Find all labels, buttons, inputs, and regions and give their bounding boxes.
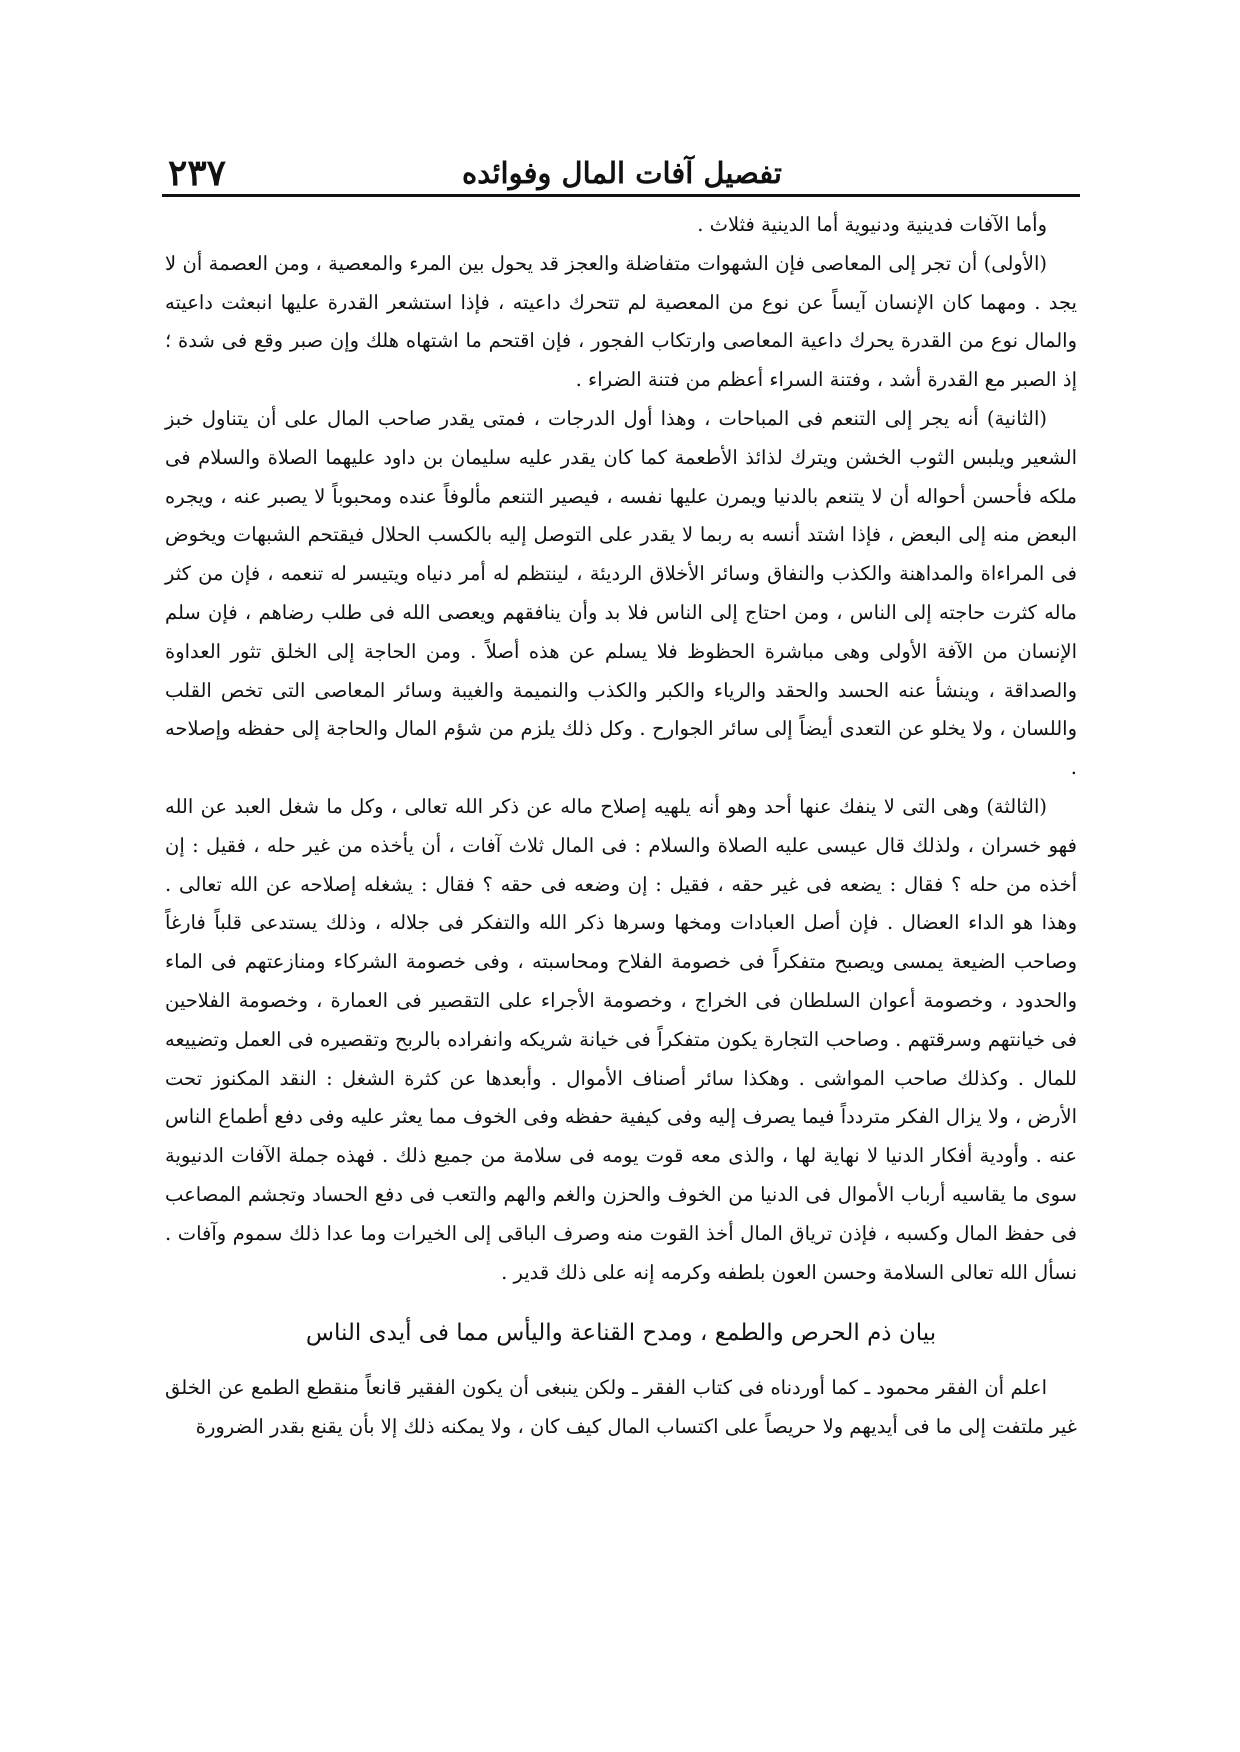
header-rule (162, 194, 1080, 197)
section-heading: بيان ذم الحرص والطمع ، ومدح القناعة واليأس مما فى أيدى الناس (305, 1320, 937, 1347)
body-text (165, 206, 1077, 1447)
page-header (168, 148, 1076, 198)
paragraph-first-harm: (الأولى) أن تجر إلى المعاصى فإن الشهوات متفاضلة والعجز قد يحول بين المرء والمعصية ، ومن العصمة أن لا يجد . ومهما كان الإنسان آيساً عن نوع من المعصية لم تتحرك داعيته ، فإذا استشعر القدرة عليها انبعثت داعيته والمال نوع من القدرة يحرك داعية المعاصى وارتكاب الفجور ، فإن اقتحم ما اشتهاه هلك وإن صبر وقع فى شدة ؛ إذ الصبر مع القدرة أشد ، وفتنة السراء أعظم من فتنة الضراء . (165, 251, 1077, 392)
running-title: تفصيل آفات المال وفوائده (462, 156, 782, 190)
page-number: ٢٣٧ (168, 152, 227, 194)
paragraph-intro: وأما الآفات فدينية ودنيوية أما الدينية فثلاث . (697, 213, 1047, 236)
paragraph-closing: اعلم أن الفقر محمود ـ كما أوردناه فى كتاب الفقر ـ ولكن ينبغى أن يكون الفقير قانعاً منقطع الطمع عن الخلق غير ملتفت إلى ما فى أيديهم ولا حريصاً على اكتساب المال كيف كان ، ولا يمكنه ذلك إلا بأن يقنع بقدر الضرورة (165, 1376, 1077, 1438)
paragraph-third-harm: (الثالثة) وهى التى لا ينفك عنها أحد وهو أنه يلهيه إصلاح ماله عن ذكر الله تعالى ، وكل ما شغل العبد عن الله فهو خسران ، ولذلك قال عيسى عليه الصلاة والسلام : فى المال ثلاث آفات ، أن يأخذه من غير حله ، فقيل : إن أخذه من حله ؟ فقال : يضعه فى غير حقه ، فقيل : إن وضعه فى حقه ؟ فقال : يشغله إصلاحه عن الله تعالى . وهذا هو الداء العضال . فإن أصل العبادات ومخها وسرها ذكر الله والتفكر فى جلاله ، وذلك يستدعى قلباً فارغاً وصاحب الضيعة يمسى ويصبح متفكراً فى خصومة الفلاح ومحاسبته ، وفى خصومة الشركاء ومنازعتهم فى الماء والحدود ، وخصومة أعوان السلطان فى الخراج ، وخصومة الأجراء على التقصير فى العمارة ، وخصومة الفلاحين فى خيانتهم وسرقتهم . وصاحب التجارة يكون متفكراً فى خيانة شريكه وانفراده بالربح وتقصيره فى العمل وتضييعه للمال . وكذلك صاحب المواشى . وهكذا سائر أصناف الأموال . وأبعدها عن كثرة الشغل : النقد المكنوز تحت الأرض ، ولا يزال الفكر متردداً فيما يصرف إليه وفى كيفية حفظه وفى الخوف مما يعثر عليه وفى دفع أطماع الناس عنه . وأودية أفكار الدنيا لا نهاية لها ، والذى معه قوت يومه فى سلامة من جميع ذلك . فهذه جملة الآفات الدنيوية سوى ما يقاسيه أرباب الأموال فى الدنيا من الخوف والحزن والغم والهم والتعب فى دفع الحساد وتجشم المصاعب فى حفظ المال وكسبه ، فإذن ترياق المال أخذ القوت منه وصرف الباقى إلى الخيرات وما عدا ذلك سموم وآفات . نسأل الله تعالى السلامة وحسن العون بلطفه وكرمه إنه على ذلك قدير . (165, 794, 1077, 1284)
paragraph-second-harm: (الثانية) أنه يجر إلى التنعم فى المباحات ، وهذا أول الدرجات ، فمتى يقدر صاحب المال على أن يتناول خبز الشعير ويلبس الثوب الخشن ويترك لذائذ الأطعمة كما كان يقدر عليه سليمان بن داود عليهما الصلاة والسلام فى ملكه فأحسن أحواله أن لا يتنعم بالدنيا ويمرن عليها نفسه ، فيصير التنعم مألوفاً عنده ومحبوباً لا يصبر عنه ، ويجره البعض منه إلى البعض ، فإذا اشتد أنسه به ربما لا يقدر على التوصل إليه بالكسب الحلال فيقتحم الشبهات ويخوض فى المراءاة والمداهنة والكذب والنفاق وسائر الأخلاق الرديئة ، لينتظم له أمر دنياه ويتيسر له تنعمه ، فإن من كثر ماله كثرت حاجته إلى الناس ، ومن احتاج إلى الناس فلا بد وأن ينافقهم ويعصى الله فى طلب رضاهم ، فإن سلم الإنسان من الآفة الأولى وهى مباشرة الحظوظ فلا يسلم عن هذه أصلاً . ومن الحاجة إلى الخلق تثور العداوة والصداقة ، وينشأ عنه الحسد والحقد والرياء والكبر والكذب والنميمة والغيبة وسائر المعاصى التى تخص القلب واللسان ، ولا يخلو عن التعدى أيضاً إلى سائر الجوارح . وكل ذلك يلزم من شؤم المال والحاجة إلى حفظه وإصلاحه . (165, 406, 1077, 780)
